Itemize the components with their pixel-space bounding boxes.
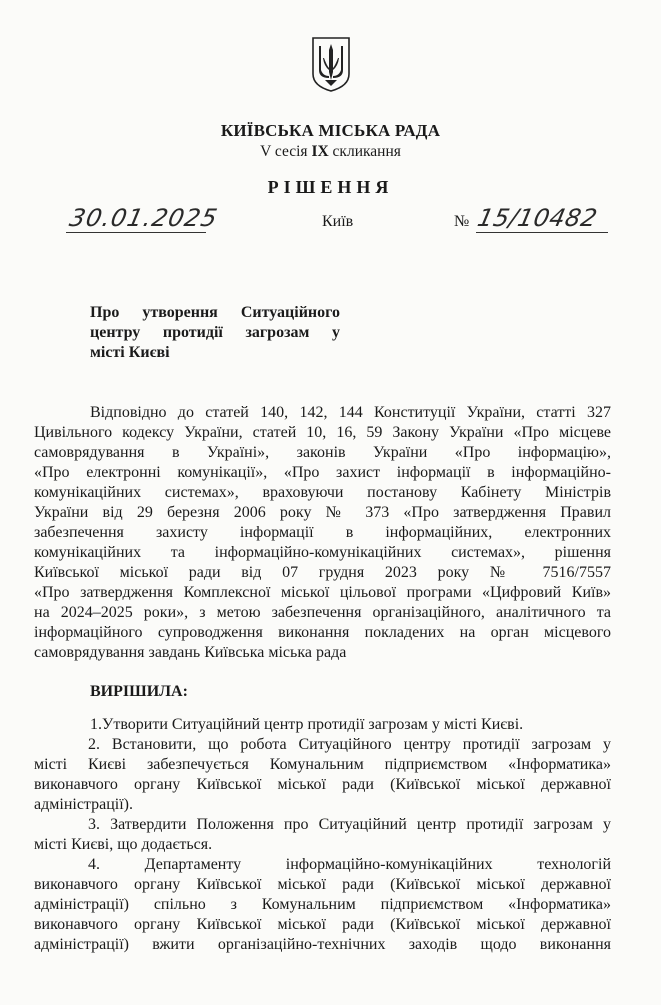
handwritten-number: 15/10482 [475, 204, 600, 232]
item-line: 4. Департаменту інформаційно-комунікаційних технологій [88, 856, 611, 873]
session-suffix: скликання [332, 143, 401, 160]
item-line: місті Києві забезпечується Комунальним підприємством «Інформатика» [34, 756, 611, 773]
preamble-line: самоврядування завдань Київська міська рада [34, 644, 347, 661]
resolution-items [34, 715, 611, 955]
subject-line: місті Києві [90, 344, 170, 361]
preamble-line: інформаційного супроводження виконання покладених на орган місцевого [34, 624, 611, 641]
item-line: адміністрації) спільно з Комунальним підприємством «Інформатика» [34, 896, 611, 913]
item-line: 3. Затвердити Положення про Ситуаційний центр протидії загрозам у [88, 816, 611, 833]
item-line: виконавчого органу Київської міської ради (Київської міської державної [34, 876, 611, 893]
preamble-line: забезпечення захисту інформації в інформаційних, електронних [34, 524, 611, 541]
number-underline [476, 232, 608, 233]
subject-line: Про утворення Ситуаційного [90, 304, 340, 321]
city-label: Київ [322, 213, 354, 230]
date-underline [66, 232, 206, 233]
preamble-line: Цивільного кодексу України, статей 10, 16, 59 Закону України «Про місцеве [34, 424, 611, 441]
preamble-line: України від 29 березня 2006 року № 373 «Про затвердження Правил [34, 504, 611, 521]
item-line: виконавчого органу Київської міської ради (Київської міської державної [34, 916, 611, 933]
item-line: 1.Утворити Ситуаційний центр протидії загрозам у місті Києві. [90, 716, 524, 733]
preamble-line: комунікаційних системах», враховуючи постанову Кабінету Міністрів [34, 484, 611, 501]
council-name: КИЇВСЬКА МІСЬКА РАДА [220, 121, 441, 140]
preamble-line: самоврядування в Україні», законів України «Про інформацію», [34, 444, 611, 461]
preamble-line: Відповідно до статей 140, 142, 144 Конституції України, статті 327 [90, 404, 611, 421]
subject-block [90, 303, 340, 363]
tryzub-coat-of-arms-icon [311, 36, 351, 92]
item-line: адміністрації) вжити організаційно-технічних заходів щодо виконання [34, 936, 611, 953]
preamble-line: комунікаційних та інформаційно-комунікаційних системах», рішення [34, 544, 611, 561]
preamble-paragraph [34, 403, 611, 663]
session-convocation: IX [311, 143, 329, 160]
document-title: РІШЕННЯ [267, 177, 394, 197]
item-line: виконавчого органу Київської міської ради (Київської міської державної [34, 776, 611, 793]
preamble-line: «Про електронні комунікації», «Про захист інформації в інформаційно- [34, 464, 611, 481]
session-prefix: V сесія [260, 143, 308, 160]
decided-heading: ВИРІШИЛА: [90, 683, 188, 700]
item-line: 2. Встановити, що робота Ситуаційного центру протидії загрозам у [88, 736, 611, 753]
preamble-line: «Про затвердження Комплексної міської цільової програми «Цифровий Київ» [34, 584, 611, 601]
preamble-line: на 2024–2025 роки», з метою забезпечення організаційного, аналітичного та [34, 604, 611, 621]
handwritten-date: 30.01.2025 [67, 204, 221, 232]
subject-line: центру протидії загрозам у [90, 324, 340, 341]
preamble-line: Київської міської ради від 07 грудня 2023 року № 7516/7557 [34, 564, 611, 581]
session-line [0, 143, 661, 161]
number-sign: № [454, 213, 470, 230]
item-line: місті Києві, що додається. [34, 836, 213, 853]
item-line: адміністрації). [34, 796, 133, 813]
